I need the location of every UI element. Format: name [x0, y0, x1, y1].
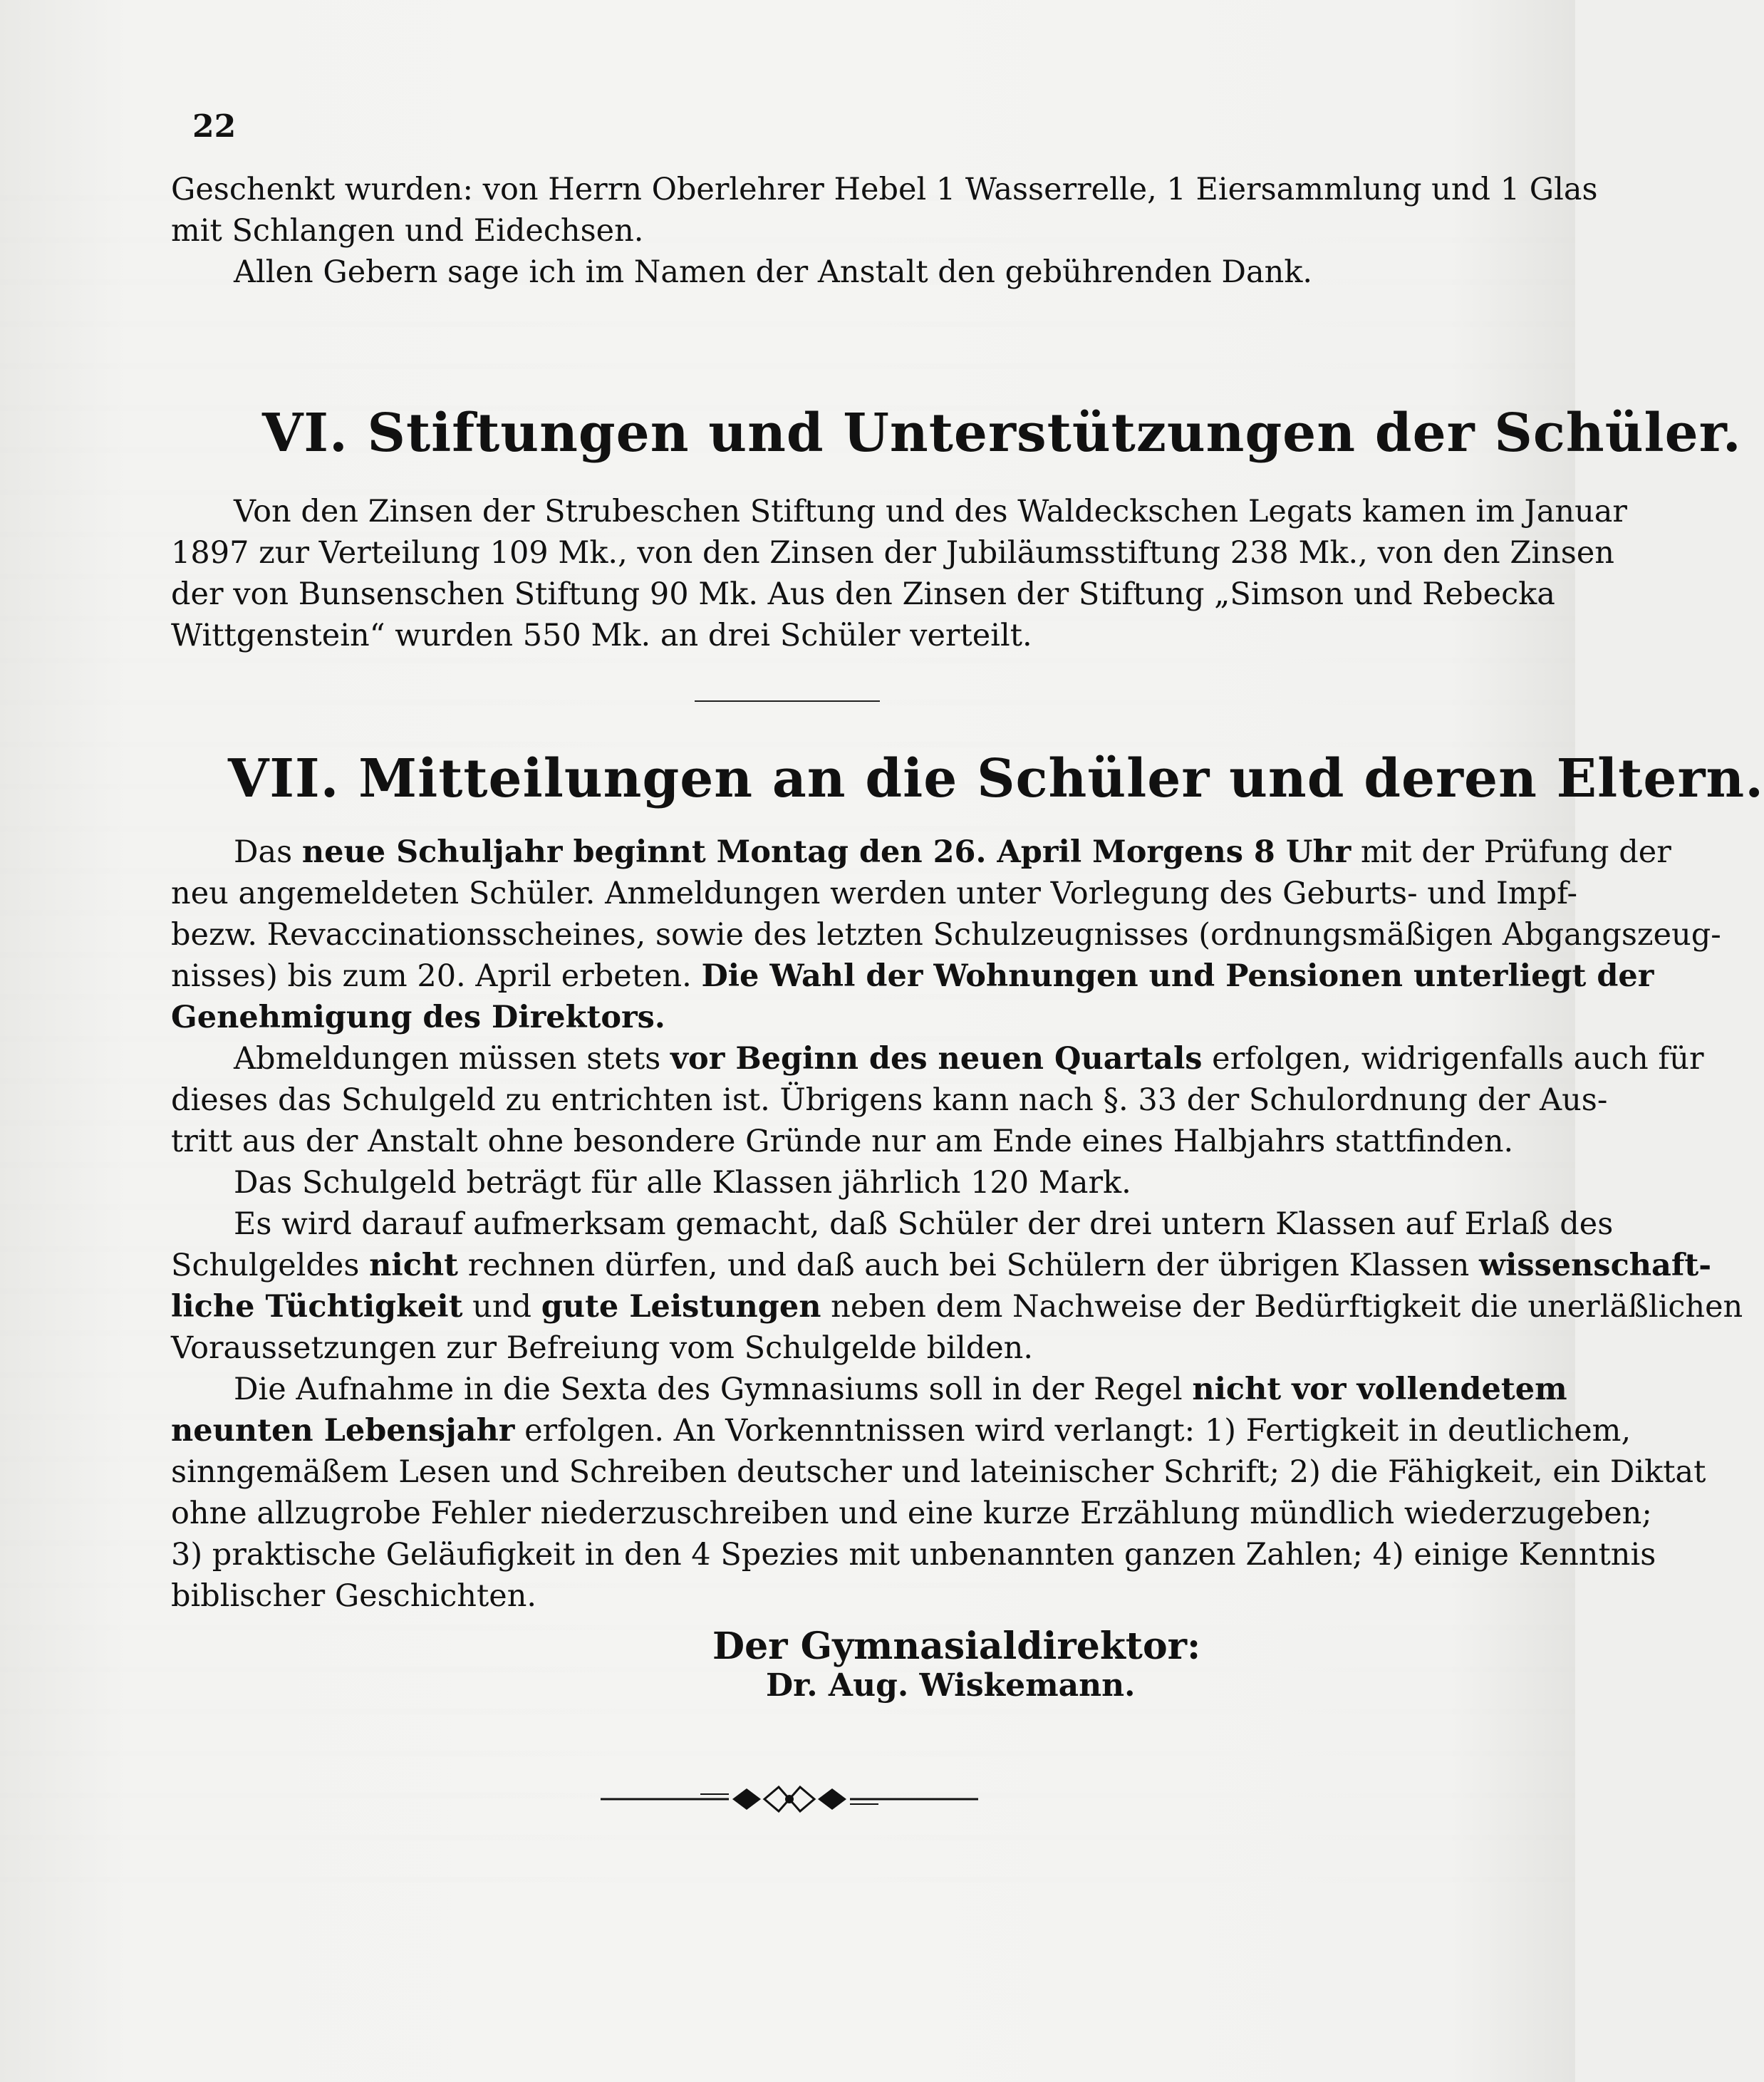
- p2-line: dieses das Schulgeld zu entrichten ist. Übrigens kann nach §. 33 der Schulordnung der Aus-: [171, 1082, 1608, 1118]
- section-vi-line: der von Bunsenschen Stiftung 90 Mk. Aus den Zinsen der Stiftung „Simson und Rebecka: [171, 576, 1555, 612]
- p1-line: Genehmigung des Direktors.: [171, 1000, 665, 1035]
- section-heading-vii: VII. Mitteilungen an die Schüler und deren Eltern.: [228, 748, 1764, 809]
- ornament-divider-icon: [601, 1781, 978, 1817]
- intro-line: Allen Gebern sage ich im Namen der Anstalt den gebührenden Dank.: [234, 254, 1313, 290]
- p3-line: Das Schulgeld beträgt für alle Klassen jährlich 120 Mark.: [234, 1165, 1131, 1201]
- p1-line: neu angemeldeten Schüler. Anmeldungen werden unter Vorlegung des Geburts- und Impf-: [171, 876, 1578, 911]
- p5-line: biblischer Geschichten.: [171, 1578, 537, 1614]
- section-vi-line: Von den Zinsen der Strubeschen Stiftung und des Waldeckschen Legats kamen im Januar: [234, 494, 1627, 529]
- p2-line: Abmeldungen müssen stets vor Beginn des neuen Quartals erfolgen, widrigenfalls auch für: [234, 1041, 1704, 1077]
- intro-paragraph: [171, 170, 1598, 292]
- p4-line: Voraussetzungen zur Befreiung vom Schulgelde bilden.: [171, 1330, 1034, 1366]
- p2-line: tritt aus der Anstalt ohne besondere Gründe nur am Ende eines Halbjahrs stattfinden.: [171, 1124, 1514, 1159]
- section-vi-paragraph: [171, 492, 1627, 656]
- signature-title: Der Gymnasialdirektor:: [712, 1625, 1201, 1668]
- p4-line: liche Tüchtigkeit und gute Leistungen neben dem Nachweise der Bedürftigkeit die unerläßlichen: [171, 1289, 1743, 1325]
- p5-line: ohne allzugrobe Fehler niederzuschreiben und eine kurze Erzählung mündlich wiederzugeben;: [171, 1496, 1652, 1531]
- p1-line: Das neue Schuljahr beginnt Montag den 26. April Morgens 8 Uhr mit der Prüfung der: [234, 834, 1671, 870]
- section-vii-body: [171, 832, 1743, 1616]
- p5-line: neunten Lebensjahr erfolgen. An Vorkenntnissen wird verlangt: 1) Fertigkeit in deutlichem,: [171, 1413, 1631, 1449]
- signature-name: Dr. Aug. Wiskemann.: [766, 1667, 1136, 1704]
- p4-line: Es wird darauf aufmerksam gemacht, daß Schüler der drei untern Klassen auf Erlaß des: [234, 1206, 1614, 1242]
- page-number: 22: [192, 108, 237, 145]
- p1-line: bezw. Revaccinationsscheines, sowie des letzten Schulzeugnisses (ordnungsmäßigen Abgangszeug-: [171, 917, 1721, 953]
- intro-line: Geschenkt wurden: von Herrn Oberlehrer Hebel 1 Wasserrelle, 1 Eiersammlung und 1 Glas: [171, 172, 1598, 207]
- p4-line: Schulgeldes nicht rechnen dürfen, und daß auch bei Schülern der übrigen Klassen wissenschaft-: [171, 1248, 1712, 1283]
- section-heading-vi: VI. Stiftungen und Unterstützungen der Schüler.: [262, 403, 1742, 464]
- section-vi-line: Wittgenstein“ wurden 550 Mk. an drei Schüler verteilt.: [171, 618, 1032, 653]
- section-vi-line: 1897 zur Verteilung 109 Mk., von den Zinsen der Jubiläumsstiftung 238 Mk., von den Zinsen: [171, 535, 1614, 571]
- p1-line: nisses) bis zum 20. April erbeten. Die Wahl der Wohnungen und Pensionen unterliegt der: [171, 958, 1654, 994]
- intro-line: mit Schlangen und Eidechsen.: [171, 213, 644, 249]
- section-divider: [695, 700, 880, 702]
- p5-line: Die Aufnahme in die Sexta des Gymnasiums soll in der Regel nicht vor vollendetem: [234, 1372, 1567, 1407]
- p5-line: sinngemäßem Lesen und Schreiben deutscher und lateinischer Schrift; 2) die Fähigkeit, ein Diktat: [171, 1454, 1706, 1490]
- p5-line: 3) praktische Geläufigkeit in den 4 Spezies mit unbenannten ganzen Zahlen; 4) einige Kenntnis: [171, 1537, 1656, 1573]
